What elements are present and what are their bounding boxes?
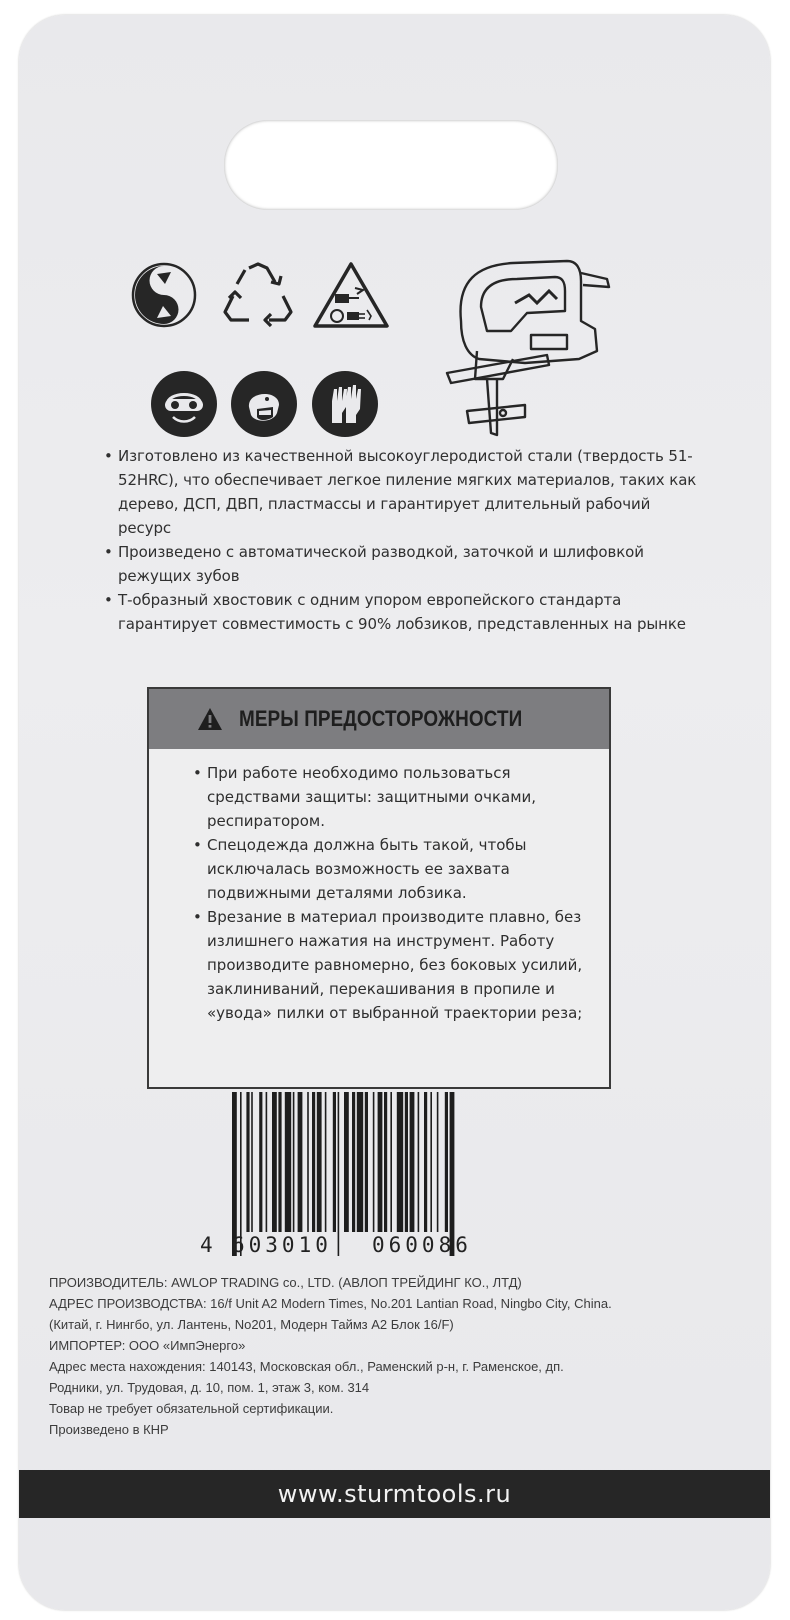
barcode-bar: [373, 1092, 375, 1232]
precaution-item: • При работе необходимо пользоваться средствами защиты: защитными очками, респиратором.: [193, 761, 591, 833]
precaution-item: • Врезание в материал производите плавно, без излишнего нажатия на инструмент. Работу производите равномерно, без боковых усилий, заклиниваний, перекашивания в пропиле и «увода» пилки от выбранной траектории реза;: [193, 905, 591, 1025]
barcode-bar: [352, 1092, 355, 1232]
barcode-bar: [384, 1092, 387, 1232]
barcode-bar: [293, 1092, 295, 1232]
barcode-bar: [246, 1092, 249, 1232]
packaging-card: [19, 15, 770, 1610]
barcode-bar: [378, 1092, 383, 1232]
feature-item: • Изготовлено из качественной высокоуглеродистой стали (твердость 51-52HRC), что обеспечивает легкое пиление мягких материалов, таких как дерево, ДСП, ДВП, пластмассы и гарантирует длительный рабочий ресурс: [104, 444, 704, 540]
barcode-bar: [418, 1092, 420, 1232]
barcode: [228, 1092, 518, 1256]
barcode-bar: [325, 1092, 327, 1232]
precaution-item: • Спецодежда должна быть такой, чтобы исключалась возможность ее захвата подвижными деталями лобзика.: [193, 833, 591, 905]
legal-line: Родники, ул. Трудовая, д. 10, пом. 1, этаж 3, ком. 314: [49, 1380, 370, 1395]
legal-line: ИМПОРТЕР: ООО «ИмпЭнерго»: [49, 1338, 246, 1353]
unplug-warning-icon: [311, 260, 391, 330]
barcode-bar: [298, 1092, 303, 1232]
barcode-bar: [312, 1092, 315, 1232]
legal-line: АДРЕС ПРОИЗВОДСТВА: 16/f Unit A2 Modern Times, No.201 Lantian Road, Ningbo City, China.: [49, 1296, 612, 1311]
barcode-bar: [397, 1092, 403, 1232]
barcode-bar: [266, 1092, 268, 1232]
barcode-bar: [445, 1092, 448, 1232]
hang-hole: [224, 120, 558, 210]
legal-line: (Китай, г. Нингбо, ул. Лантень, No201, Модерн Таймз А2 Блок 16/F): [49, 1317, 454, 1332]
barcode-bar: [333, 1092, 336, 1232]
barcode-bar: [278, 1092, 281, 1232]
warning-triangle-icon: [197, 707, 223, 731]
gloves-icon: [312, 371, 378, 437]
barcode-bar: [307, 1092, 309, 1232]
barcode-digit-prefix: 4: [200, 1233, 213, 1257]
website-url: www.sturmtools.ru: [277, 1480, 512, 1508]
barcode-bar: [410, 1092, 415, 1232]
footer-band: [19, 1470, 770, 1518]
precautions-header: [149, 689, 609, 749]
legal-line: ПРОИЗВОДИТЕЛЬ: AWLOP TRADING co., LTD. (АВЛОП ТРЕЙДИНГ КО., ЛТД): [49, 1275, 522, 1290]
precautions-list: [149, 749, 609, 1025]
barcode-digit-group: 603010: [232, 1233, 332, 1257]
precautions-title: МЕРЫ ПРЕДОСТОРОЖНОСТИ: [239, 706, 523, 731]
barcode-bar: [390, 1092, 392, 1232]
precautions-box: [147, 687, 611, 1089]
barcode-bar: [317, 1092, 322, 1232]
features-list: [104, 444, 704, 636]
barcode-digit-group: 060086: [372, 1233, 472, 1257]
green-dot-icon: [131, 262, 197, 328]
legal-info: [49, 1272, 739, 1440]
barcode-bar: [405, 1092, 408, 1232]
legal-line: Произведено в КНР: [49, 1422, 169, 1437]
legal-line: Товар не требует обязательной сертификации.: [49, 1401, 334, 1416]
barcode-bar: [450, 1092, 455, 1256]
barcode-bar: [430, 1092, 432, 1232]
barcode-bar: [338, 1092, 340, 1256]
recycle-icon: [219, 260, 297, 328]
barcode-bar: [285, 1092, 291, 1232]
legal-line: Адрес места нахождения: 140143, Московская обл., Раменский р-н, г. Раменское, дп.: [49, 1359, 564, 1374]
feature-item: • Произведено с автоматической разводкой, заточкой и шлифовкой режущих зубов: [104, 540, 704, 588]
barcode-bar: [437, 1092, 439, 1232]
barcode-bar: [357, 1092, 363, 1232]
barcode-bar: [240, 1092, 242, 1256]
barcode-bar: [232, 1092, 237, 1256]
barcode-bar: [424, 1092, 427, 1232]
barcode-bar: [251, 1092, 253, 1232]
barcode-bar: [344, 1092, 349, 1232]
jigsaw-illustration: [417, 251, 613, 441]
feature-item: • Т-образный хвостовик с одним упором европейского стандарта гарантирует совместимость с 90% лобзиков, представленных на рынке: [104, 588, 704, 636]
barcode-bar: [365, 1092, 368, 1232]
safety-goggles-icon: [151, 371, 217, 437]
barcode-bar: [259, 1092, 262, 1232]
barcode-bar: [272, 1092, 277, 1232]
respirator-icon: [231, 371, 297, 437]
barcode-digits: [200, 1233, 520, 1263]
